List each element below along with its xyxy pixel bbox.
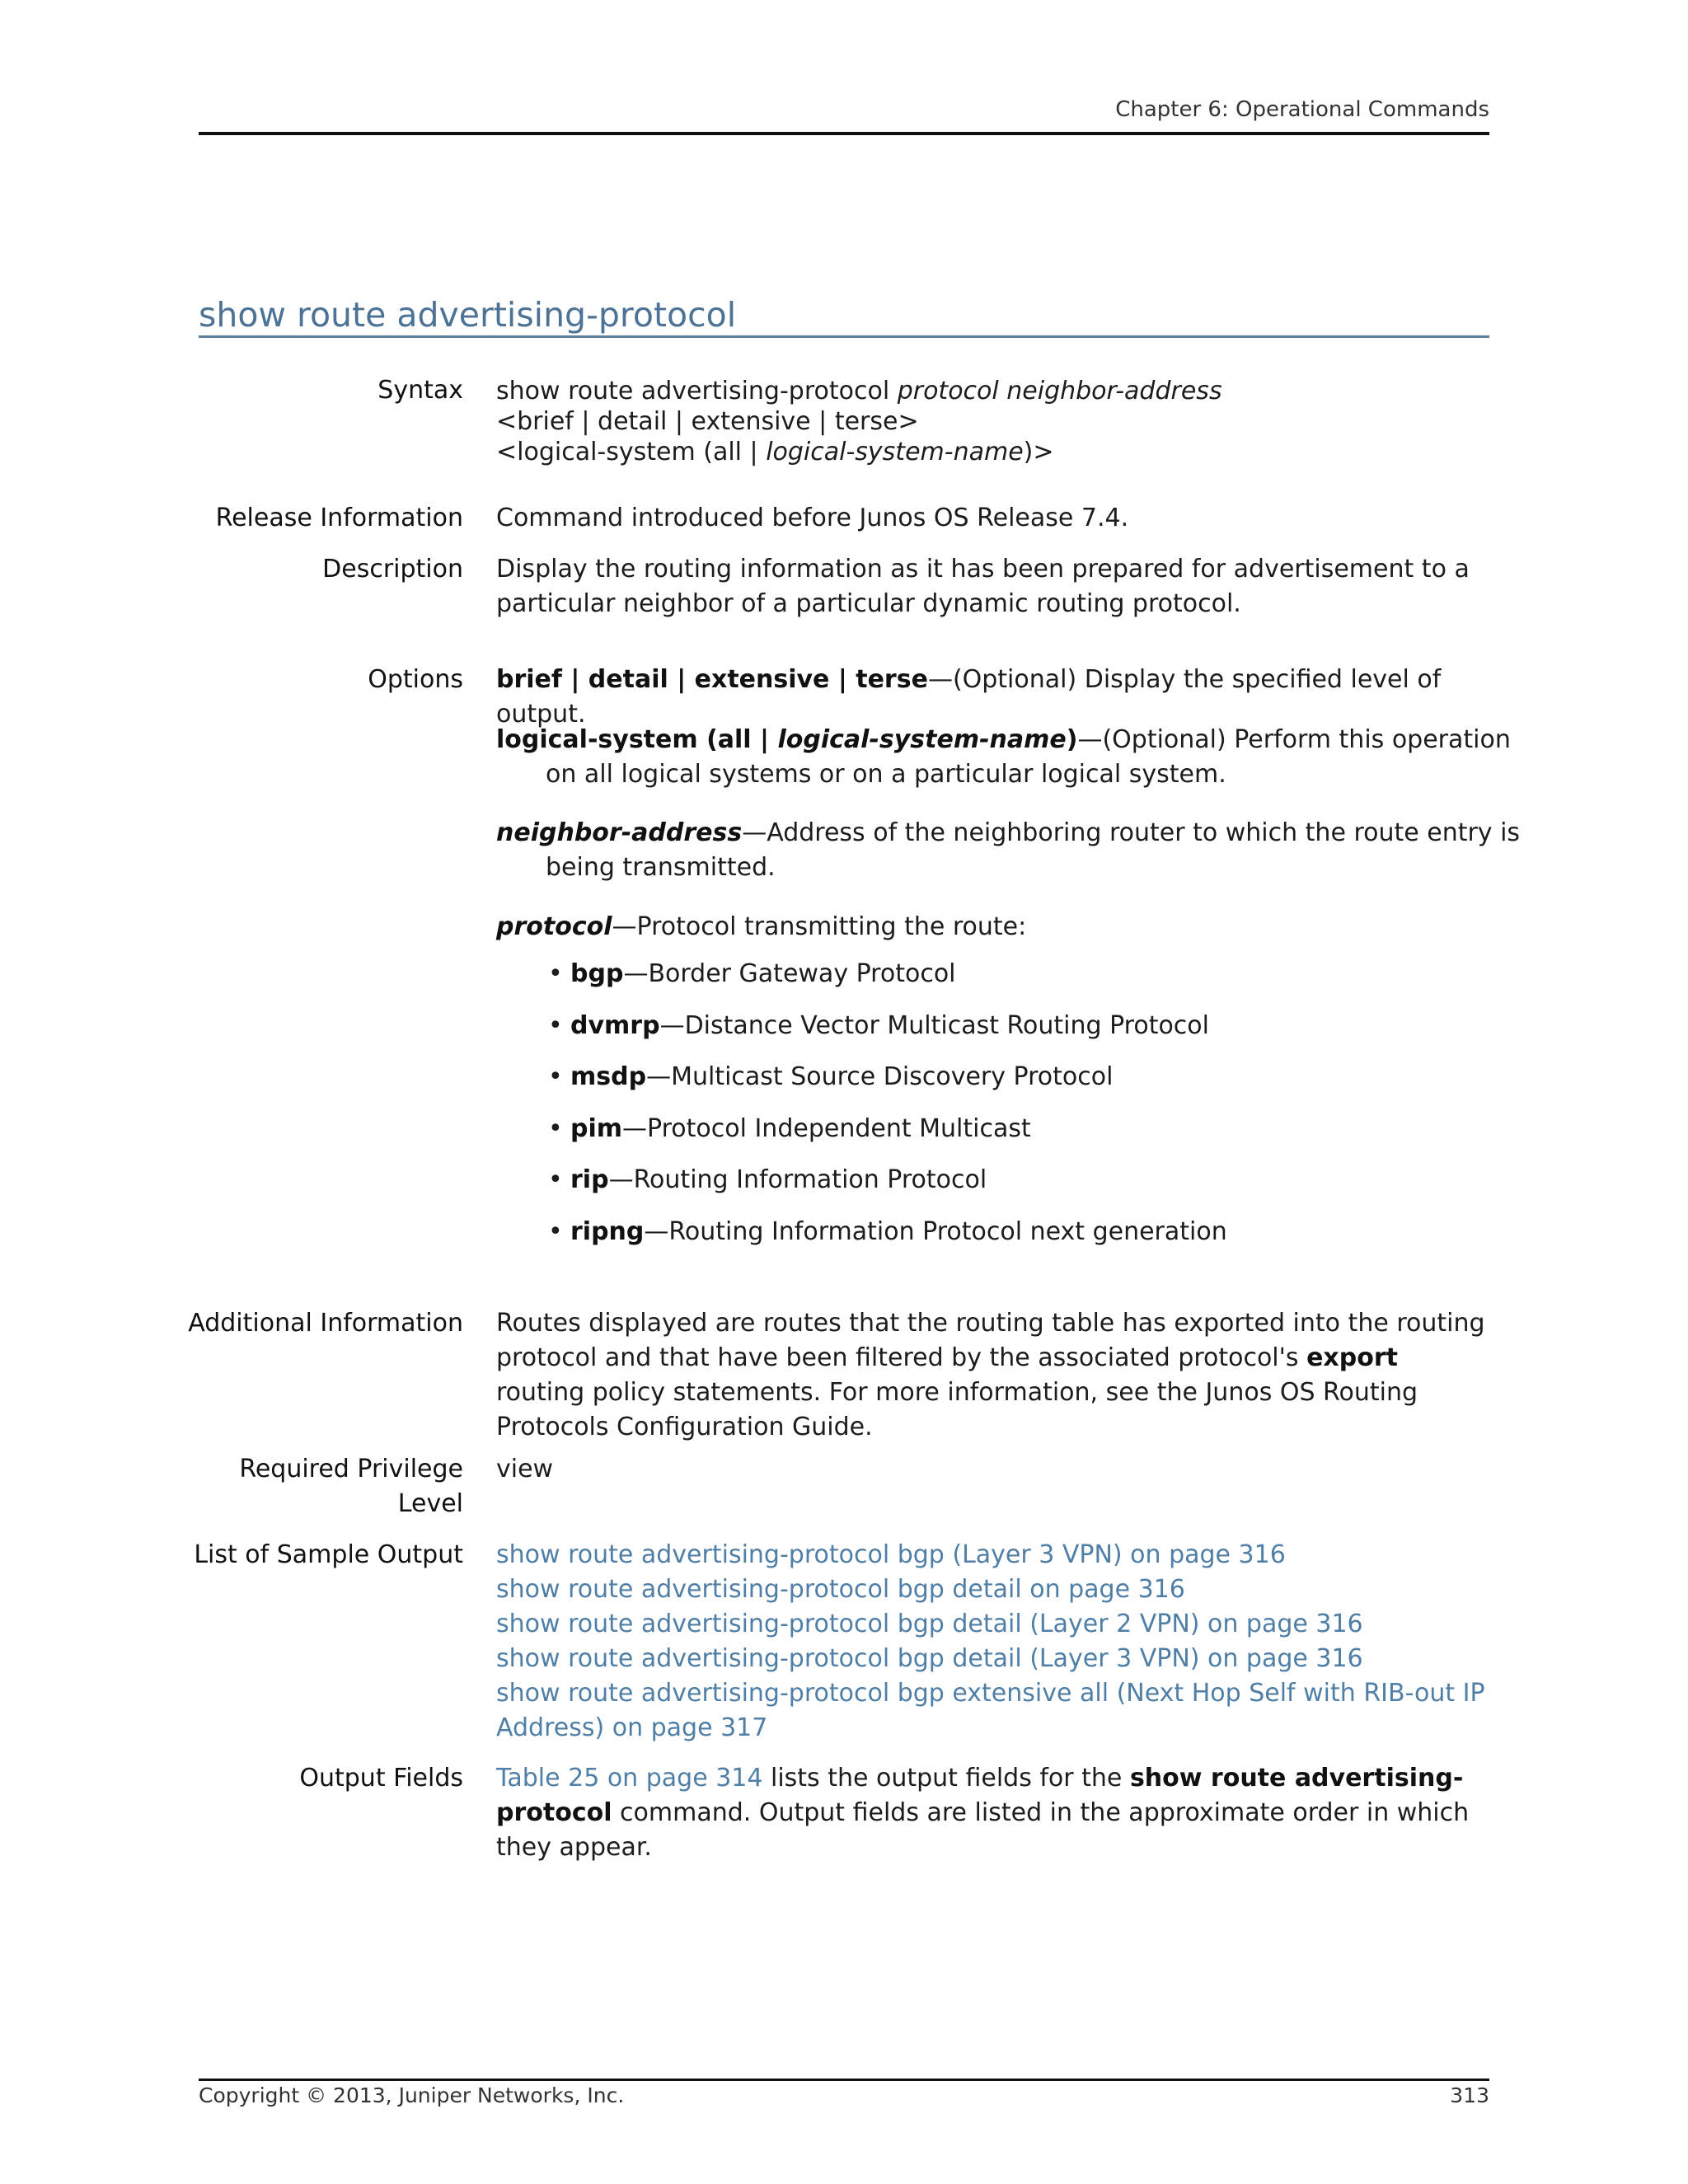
sample-link-bgp-l3vpn[interactable]: show route advertising-protocol bgp (Layer 3 VPN) on page 316 bbox=[496, 1540, 1286, 1569]
page-title: show route advertising-protocol bbox=[199, 295, 737, 335]
page-number: 313 bbox=[1450, 2083, 1489, 2107]
label-description: Description bbox=[322, 555, 463, 583]
release-text: Command introduced before Junos OS Release 7.4. bbox=[496, 504, 1129, 532]
syntax-line-3: <logical-system (all | logical-system-name)> bbox=[496, 438, 1054, 466]
syntax-command: show route advertising-protocol bbox=[496, 377, 898, 405]
label-required-privilege: Required Privilege Level bbox=[239, 1455, 463, 1518]
list-item: msdp—Multicast Source Discovery Protocol bbox=[570, 1062, 1114, 1091]
label-additional-information: Additional Information bbox=[188, 1309, 463, 1338]
label-output-fields: Output Fields bbox=[299, 1764, 463, 1793]
syntax-args: protocol neighbor-address bbox=[897, 377, 1222, 405]
list-item: bgp—Border Gateway Protocol bbox=[570, 959, 956, 988]
bullet-icon: • bbox=[548, 1165, 563, 1194]
footer-rule bbox=[199, 2079, 1489, 2081]
sample-link-bgp-detail[interactable]: show route advertising-protocol bgp detail on page 316 bbox=[496, 1575, 1185, 1604]
sample-output-links bbox=[496, 1538, 1490, 1746]
bullet-icon: • bbox=[548, 1217, 563, 1246]
additional-information-text: Routes displayed are routes that the routing table has exported into the routing protocol and that have been filtered by the associated protocol's export routing policy statements. For more information, see the Junos OS Routing Protocols Configuration Guide. bbox=[496, 1309, 1485, 1441]
label-sample-output: List of Sample Output bbox=[194, 1540, 463, 1569]
required-privilege-value: view bbox=[496, 1455, 554, 1483]
syntax-line-2: <brief | detail | extensive | terse> bbox=[496, 407, 919, 436]
option-protocol: protocol—Protocol transmitting the route: bbox=[496, 912, 1027, 941]
syntax-block bbox=[496, 376, 1490, 467]
list-item: rip—Routing Information Protocol bbox=[570, 1165, 987, 1194]
chapter-header: Chapter 6: Operational Commands bbox=[1115, 97, 1489, 122]
syntax-line-1 bbox=[496, 376, 1490, 406]
label-release: Release Information bbox=[215, 504, 463, 532]
label-options: Options bbox=[368, 665, 463, 694]
output-fields-text: Table 25 on page 314 lists the output fields for the show route advertising-protocol command. Output fields are listed in the approximate order in which they appear. bbox=[496, 1764, 1470, 1862]
sample-link-bgp-detail-l2vpn[interactable]: show route advertising-protocol bgp detail (Layer 2 VPN) on page 316 bbox=[496, 1610, 1363, 1638]
sample-link-bgp-extensive-all[interactable]: show route advertising-protocol bgp extensive all (Next Hop Self with RIB-out IP Address) on page 317 bbox=[496, 1679, 1485, 1742]
bullet-icon: • bbox=[548, 1062, 563, 1091]
bullet-icon: • bbox=[548, 1011, 563, 1040]
option-neighbor-address: neighbor-address—Address of the neighboring router to which the route entry is being transmitted. bbox=[496, 818, 1521, 882]
list-item: pim—Protocol Independent Multicast bbox=[570, 1114, 1031, 1143]
header-rule bbox=[199, 132, 1489, 135]
table-25-link[interactable]: Table 25 on page 314 bbox=[496, 1764, 763, 1793]
footer-copyright: Copyright © 2013, Juniper Networks, Inc. bbox=[199, 2083, 625, 2107]
label-syntax: Syntax bbox=[377, 376, 463, 405]
option-output-level: brief | detail | extensive | terse—(Optional) Display the specified level of output. bbox=[496, 665, 1442, 729]
list-item: dvmrp—Distance Vector Multicast Routing Protocol bbox=[570, 1011, 1209, 1040]
sample-link-bgp-detail-l3vpn[interactable]: show route advertising-protocol bgp detail (Layer 3 VPN) on page 316 bbox=[496, 1644, 1363, 1673]
option-logical-system: logical-system (all | logical-system-name)—(Optional) Perform this operation on all logical systems or on a particular logical system. bbox=[496, 725, 1511, 789]
bullet-icon: • bbox=[548, 1114, 563, 1143]
description-text: Display the routing information as it has been prepared for advertisement to a particular neighbor of a particular dynamic routing protocol. bbox=[496, 555, 1470, 618]
bullet-icon: • bbox=[548, 959, 563, 988]
list-item: ripng—Routing Information Protocol next generation bbox=[570, 1217, 1227, 1246]
title-rule bbox=[199, 335, 1489, 338]
